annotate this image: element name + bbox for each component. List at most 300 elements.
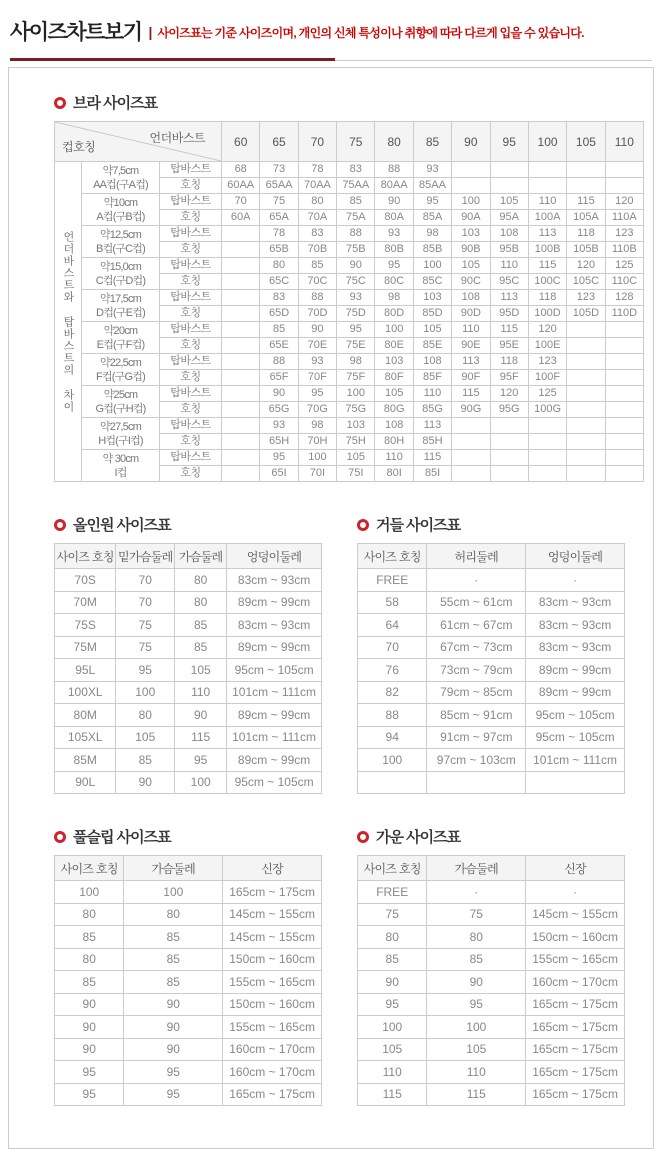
bra-name-value: 65H (260, 434, 298, 450)
size-table-cell: 110 (358, 1061, 427, 1084)
bra-name-value (222, 242, 260, 258)
bra-topbust-value: 73 (260, 162, 298, 178)
bra-topbust-value: 95 (375, 258, 413, 274)
bra-topbust-value: 118 (528, 290, 566, 306)
bra-row-label-name: 호칭 (160, 434, 222, 450)
bra-topbust-value: 115 (452, 386, 490, 402)
size-table-cell: 100 (175, 771, 227, 794)
bra-topbust-value: 105 (490, 194, 528, 210)
bra-topbust-value: 88 (375, 162, 413, 178)
size-table-cell: 145cm ~ 155cm (526, 903, 625, 926)
corner-label-underbust: 언더바스트 (149, 131, 206, 145)
page-header (0, 0, 662, 61)
size-table-row (55, 993, 322, 1016)
size-table-cell: 165cm ~ 175cm (526, 993, 625, 1016)
size-table-cell: 95 (55, 1061, 124, 1084)
bra-topbust-value (567, 386, 605, 402)
cup-diff-label: 약12,5cm (99, 228, 142, 241)
title-underline (10, 58, 652, 61)
bra-topbust-value: 110 (490, 258, 528, 274)
bra-name-value: 110D (605, 306, 643, 322)
bra-topbust-value: 105 (413, 322, 451, 338)
bra-name-value: 80H (375, 434, 413, 450)
bra-topbust-value (222, 386, 260, 402)
bra-topbust-row (55, 258, 644, 274)
bra-name-value: 90B (452, 242, 490, 258)
bra-topbust-row (55, 194, 644, 210)
bra-row-label-name: 호칭 (160, 242, 222, 258)
allinone-size-table (54, 543, 322, 794)
allinone-section-title (54, 514, 322, 535)
bra-name-value: 70F (298, 370, 336, 386)
bra-name-value: 80G (375, 402, 413, 418)
bra-topbust-value (605, 386, 643, 402)
bra-name-value (222, 434, 260, 450)
bra-name-value: 65A (260, 210, 298, 226)
size-table-row (55, 614, 322, 637)
section-heading: 풀슬립 사이즈표 (73, 829, 171, 846)
bra-topbust-value: 120 (528, 322, 566, 338)
bra-topbust-value: 110 (375, 450, 413, 466)
section-heading: 거들 사이즈표 (376, 517, 461, 534)
section-girdle (357, 514, 625, 794)
bra-topbust-value (605, 418, 643, 434)
size-table-cell: 115 (358, 1083, 427, 1106)
bra-name-value: 75D (337, 306, 375, 322)
bra-underbust-column-header: 100 (528, 122, 566, 162)
table-header-row (55, 544, 322, 569)
bullet-icon (357, 831, 369, 843)
bra-topbust-value (222, 418, 260, 434)
bra-name-value (528, 466, 566, 482)
bra-topbust-value: 100 (337, 386, 375, 402)
size-table-row (358, 569, 625, 592)
size-table-cell: · (427, 881, 526, 904)
cup-diff-label: 약22,5cm (99, 356, 142, 369)
bra-topbust-value: 120 (567, 258, 605, 274)
cup-name-label: AA컵(구A컵) (93, 178, 148, 191)
size-table-cell: 89cm ~ 99cm (227, 704, 322, 727)
bra-topbust-value: 85 (298, 258, 336, 274)
bra-topbust-value: 98 (413, 226, 451, 242)
bra-name-value: 85D (413, 306, 451, 322)
bra-name-value: 80D (375, 306, 413, 322)
cup-name-label: G컵(구H컵) (95, 402, 146, 415)
bra-name-value (490, 178, 528, 194)
bra-topbust-value (222, 226, 260, 242)
size-table-cell: 80 (55, 903, 124, 926)
size-table-column-header: 사이즈 호칭 (55, 856, 124, 881)
bra-topbust-value: 98 (375, 290, 413, 306)
bra-name-value (222, 402, 260, 418)
size-table-cell: 85 (175, 614, 227, 637)
cup-diff-label: 약27,5cm (99, 420, 142, 433)
bra-topbust-value: 105 (375, 386, 413, 402)
bra-name-value: 95D (490, 306, 528, 322)
bra-name-value: 80E (375, 338, 413, 354)
bra-name-value: 65AA (260, 178, 298, 194)
bra-cup-cell (82, 450, 160, 482)
bra-topbust-row (55, 162, 644, 178)
bra-topbust-value (490, 162, 528, 178)
bra-topbust-value: 90 (298, 322, 336, 338)
bra-name-value: 110C (605, 274, 643, 290)
size-table-cell: 165cm ~ 175cm (526, 1038, 625, 1061)
bra-name-value: 60AA (222, 178, 260, 194)
bra-name-value (452, 434, 490, 450)
size-table-cell: 83cm ~ 93cm (526, 614, 625, 637)
bra-name-value: 85A (413, 210, 451, 226)
size-table-column-header: 사이즈 호칭 (55, 544, 116, 569)
size-table-cell: 80 (175, 591, 227, 614)
bra-topbust-value: 83 (337, 162, 375, 178)
size-table-cell: 110 (427, 1061, 526, 1084)
bra-topbust-value: 90 (337, 258, 375, 274)
bra-topbust-row (55, 290, 644, 306)
size-table-cell: 95 (175, 749, 227, 772)
size-table-row (55, 903, 322, 926)
size-table-row (55, 569, 322, 592)
size-table-cell: 100 (124, 881, 223, 904)
bra-underbust-column-header: 75 (337, 122, 375, 162)
size-table-cell: 165cm ~ 175cm (526, 1083, 625, 1106)
size-table-cell: 89cm ~ 99cm (526, 681, 625, 704)
bra-topbust-value (490, 418, 528, 434)
bra-topbust-value: 103 (413, 290, 451, 306)
size-table-row (358, 1016, 625, 1039)
bra-topbust-value: 115 (413, 450, 451, 466)
size-table-row (358, 726, 625, 749)
bra-topbust-value: 110 (528, 194, 566, 210)
bra-name-value: 85H (413, 434, 451, 450)
bra-topbust-value: 78 (260, 226, 298, 242)
bra-row-label-topbust: 탑바스트 (160, 354, 222, 370)
bra-topbust-value: 113 (452, 354, 490, 370)
bra-name-value (567, 370, 605, 386)
bra-topbust-value: 120 (490, 386, 528, 402)
size-table-row (55, 948, 322, 971)
bra-row-label-name: 호칭 (160, 338, 222, 354)
cup-name-label: H컵(구I컵) (98, 434, 143, 447)
size-table-cell: · (427, 569, 526, 592)
size-table-cell: 90 (55, 1016, 124, 1039)
size-table-cell: 85 (116, 749, 175, 772)
bra-topbust-value: 85 (260, 322, 298, 338)
bra-cup-cell (82, 226, 160, 258)
bra-topbust-value: 123 (605, 226, 643, 242)
size-table-row (55, 971, 322, 994)
bra-name-value: 85I (413, 466, 451, 482)
size-table-cell: 67cm ~ 73cm (427, 636, 526, 659)
cup-diff-label: 약10cm (103, 196, 138, 209)
bra-name-value (222, 274, 260, 290)
bra-row-label-topbust: 탑바스트 (160, 162, 222, 178)
size-table-cell: 64 (358, 614, 427, 637)
bra-topbust-value (567, 354, 605, 370)
bra-underbust-column-header: 105 (567, 122, 605, 162)
bra-name-value: 70D (298, 306, 336, 322)
bra-name-value (222, 306, 260, 322)
bra-topbust-value: 75 (260, 194, 298, 210)
size-table-cell: 70 (358, 636, 427, 659)
bra-name-value: 95A (490, 210, 528, 226)
bra-underbust-column-header: 110 (605, 122, 643, 162)
size-table-cell: 100 (358, 1016, 427, 1039)
bra-topbust-value: 85 (337, 194, 375, 210)
size-table-cell: 88 (358, 704, 427, 727)
bra-name-value: 90C (452, 274, 490, 290)
bra-topbust-value: 88 (337, 226, 375, 242)
size-table-cell: 90 (124, 1016, 223, 1039)
size-table-cell: 85 (124, 926, 223, 949)
size-table-cell: 105 (116, 726, 175, 749)
size-table-cell: 75 (427, 903, 526, 926)
size-chart-panel (8, 67, 654, 1149)
bra-topbust-value: 93 (413, 162, 451, 178)
bra-topbust-value: 88 (260, 354, 298, 370)
bra-topbust-value: 123 (567, 290, 605, 306)
size-table-column-header: 사이즈 호칭 (358, 544, 427, 569)
bra-topbust-value: 125 (605, 258, 643, 274)
bra-topbust-value: 115 (528, 258, 566, 274)
bra-row-label-name: 호칭 (160, 274, 222, 290)
size-table-cell: 90 (55, 1038, 124, 1061)
size-table-cell: 85 (358, 948, 427, 971)
size-table-row (55, 726, 322, 749)
bra-row-label-name: 호칭 (160, 402, 222, 418)
size-table-row (358, 591, 625, 614)
size-table-row (55, 926, 322, 949)
cup-diff-label: 약 30cm (102, 452, 139, 465)
bra-name-value: 60A (222, 210, 260, 226)
bra-name-value: 110A (605, 210, 643, 226)
size-table-row (358, 1083, 625, 1106)
bra-cup-cell (82, 258, 160, 290)
corner-label-cup: 컵호칭 (62, 140, 96, 154)
bra-topbust-value: 123 (528, 354, 566, 370)
bra-topbust-value: 98 (298, 418, 336, 434)
size-table-cell: 160cm ~ 170cm (223, 1038, 322, 1061)
size-table-cell: 89cm ~ 99cm (526, 659, 625, 682)
bra-topbust-value (222, 450, 260, 466)
bra-topbust-value: 125 (528, 386, 566, 402)
size-table-cell: 94 (358, 726, 427, 749)
size-table-column-header: 밑가슴둘레 (116, 544, 175, 569)
cup-diff-label: 약15,0cm (99, 260, 142, 273)
size-table-row (358, 903, 625, 926)
size-table-row (55, 771, 322, 794)
size-table-cell: 58 (358, 591, 427, 614)
bra-topbust-value: 83 (260, 290, 298, 306)
size-table-row (358, 993, 625, 1016)
bra-topbust-value: 108 (452, 290, 490, 306)
bra-topbust-value: 110 (413, 386, 451, 402)
size-table-cell: 80 (55, 948, 124, 971)
size-table-cell: 89cm ~ 99cm (227, 591, 322, 614)
size-table-cell: 75 (358, 903, 427, 926)
bra-row-label-topbust: 탑바스트 (160, 258, 222, 274)
bra-topbust-value (567, 162, 605, 178)
girdle-section-title (357, 514, 625, 535)
gown-section-title (357, 826, 625, 847)
size-table-column-header: 엉덩이둘레 (227, 544, 322, 569)
size-table-cell: 95cm ~ 105cm (526, 726, 625, 749)
fullslip-size-table (54, 855, 322, 1106)
bra-topbust-value: 83 (298, 226, 336, 242)
bra-cup-cell (82, 194, 160, 226)
bra-name-value: 85F (413, 370, 451, 386)
bra-name-value: 70G (298, 402, 336, 418)
size-table-row (55, 1061, 322, 1084)
size-table-cell: 80 (358, 926, 427, 949)
table-header-row (358, 856, 625, 881)
bra-name-value: 70I (298, 466, 336, 482)
size-table-cell (427, 771, 526, 794)
size-table-cell: 76 (358, 659, 427, 682)
bra-header-row (55, 122, 644, 162)
bra-name-value: 100C (528, 274, 566, 290)
size-table-row (358, 1061, 625, 1084)
size-table-column-header: 신장 (526, 856, 625, 881)
size-table-cell: 101cm ~ 111cm (526, 749, 625, 772)
bra-topbust-value (567, 322, 605, 338)
bra-name-value: 75H (337, 434, 375, 450)
bra-name-value: 80I (375, 466, 413, 482)
bra-name-value: 95F (490, 370, 528, 386)
bra-name-value (567, 178, 605, 194)
bra-topbust-value: 100 (298, 450, 336, 466)
bra-name-value: 80B (375, 242, 413, 258)
bra-name-value: 75A (337, 210, 375, 226)
size-table-row (358, 771, 625, 794)
header-accent-line (10, 58, 335, 61)
bra-cup-cell (82, 386, 160, 418)
bra-name-value (490, 466, 528, 482)
bra-topbust-value (567, 450, 605, 466)
size-table-column-header: 가슴둘레 (124, 856, 223, 881)
bra-underbust-column-header: 95 (490, 122, 528, 162)
bra-name-value: 105D (567, 306, 605, 322)
cup-name-label: F컵(구G컵) (96, 370, 145, 383)
size-table-cell: 89cm ~ 99cm (227, 636, 322, 659)
tables-row-2 (54, 826, 653, 1106)
section-fullslip (54, 826, 322, 1106)
bra-name-value: 80C (375, 274, 413, 290)
bra-underbust-column-header: 65 (260, 122, 298, 162)
size-table-cell: 82 (358, 681, 427, 704)
size-table-cell: 95 (358, 993, 427, 1016)
size-table-cell: 100 (427, 1016, 526, 1039)
bullet-icon (54, 97, 66, 109)
size-table-cell: 150cm ~ 160cm (223, 948, 322, 971)
bra-name-value: 90F (452, 370, 490, 386)
bra-topbust-value (605, 162, 643, 178)
bra-row-label-name: 호칭 (160, 210, 222, 226)
size-table-cell: 79cm ~ 85cm (427, 681, 526, 704)
bra-row-label-topbust: 탑바스트 (160, 226, 222, 242)
bra-name-value: 70H (298, 434, 336, 450)
section-heading: 브라 사이즈표 (73, 95, 158, 112)
size-table-cell: 85cm ~ 91cm (427, 704, 526, 727)
size-table-row (358, 881, 625, 904)
bra-name-value: 100B (528, 242, 566, 258)
size-table-cell: 90 (358, 971, 427, 994)
bra-name-value (605, 370, 643, 386)
bra-name-value: 65I (260, 466, 298, 482)
bra-topbust-row (55, 354, 644, 370)
bra-topbust-value: 95 (413, 194, 451, 210)
bra-topbust-value (490, 450, 528, 466)
size-table-row (358, 659, 625, 682)
bra-name-value: 105B (567, 242, 605, 258)
bra-row-label-name: 호칭 (160, 306, 222, 322)
size-table-cell: 75 (116, 614, 175, 637)
size-table-cell: 155cm ~ 165cm (223, 1016, 322, 1039)
size-table-cell: 95 (124, 1061, 223, 1084)
bra-name-value (567, 402, 605, 418)
section-heading: 올인원 사이즈표 (73, 517, 171, 534)
bra-topbust-value: 128 (605, 290, 643, 306)
size-table-row (358, 614, 625, 637)
size-table-cell: 85 (175, 636, 227, 659)
bra-row-label-topbust: 탑바스트 (160, 290, 222, 306)
bra-topbust-value: 70 (222, 194, 260, 210)
size-table-cell: 105 (427, 1038, 526, 1061)
bra-topbust-value (605, 450, 643, 466)
bra-name-value: 75AA (337, 178, 375, 194)
bra-topbust-row (55, 322, 644, 338)
bra-name-value (528, 178, 566, 194)
size-table-row (55, 659, 322, 682)
size-table-cell: 89cm ~ 99cm (227, 749, 322, 772)
bra-name-value: 85AA (413, 178, 451, 194)
cup-name-label: C컵(구D컵) (95, 274, 146, 287)
bra-name-value: 65C (260, 274, 298, 290)
bra-row-label-name: 호칭 (160, 370, 222, 386)
bra-row-label-name: 호칭 (160, 178, 222, 194)
bra-name-value (222, 466, 260, 482)
size-table-column-header: 엉덩이둘레 (526, 544, 625, 569)
size-table-cell: 100XL (55, 681, 116, 704)
cup-name-label: A컵(구B컵) (96, 210, 145, 223)
bra-topbust-value: 118 (490, 354, 528, 370)
bra-name-value: 90E (452, 338, 490, 354)
bra-name-value: 95B (490, 242, 528, 258)
bra-topbust-value (222, 354, 260, 370)
bra-name-value: 65G (260, 402, 298, 418)
size-table-row (55, 881, 322, 904)
bra-name-value: 95C (490, 274, 528, 290)
bra-name-value (222, 338, 260, 354)
bra-topbust-value: 80 (260, 258, 298, 274)
bra-row-label-name: 호칭 (160, 466, 222, 482)
size-table-cell: 80 (116, 704, 175, 727)
table-header-row (55, 856, 322, 881)
bra-topbust-value: 113 (413, 418, 451, 434)
bra-name-value: 70B (298, 242, 336, 258)
bra-underbust-column-header: 60 (222, 122, 260, 162)
bra-name-value: 80A (375, 210, 413, 226)
cup-diff-label: 약17,5cm (99, 292, 142, 305)
size-table-cell: FREE (358, 881, 427, 904)
size-table-cell: · (526, 569, 625, 592)
bra-topbust-value: 100 (452, 194, 490, 210)
bra-underbust-column-header: 85 (413, 122, 451, 162)
bra-topbust-value: 105 (337, 450, 375, 466)
size-table-cell: 90 (124, 993, 223, 1016)
size-table-cell: 101cm ~ 111cm (227, 681, 322, 704)
size-table-cell: 101cm ~ 111cm (227, 726, 322, 749)
